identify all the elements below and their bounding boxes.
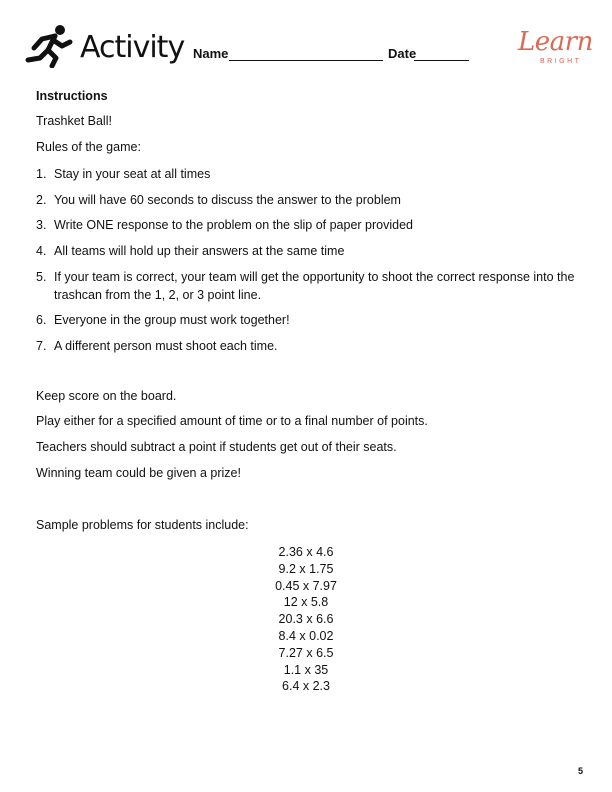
rule-text: You will have 60 seconds to discuss the answer to the problem bbox=[54, 193, 401, 207]
runner-icon bbox=[22, 24, 74, 68]
sample-heading: Sample problems for students include: bbox=[36, 518, 249, 532]
rule-text: If your team is correct, your team will get the opportunity to shoot the correct response into the trashcan from the 1, 2, or 3 point line. bbox=[54, 270, 575, 302]
problem-item: 12 x 5.8 bbox=[283, 595, 329, 610]
problem-item: 20.3 x 6.6 bbox=[278, 612, 334, 627]
rule-number: 4. bbox=[36, 244, 47, 258]
page-header bbox=[0, 0, 612, 80]
rule-number: 5. bbox=[36, 270, 47, 284]
page-number: 5 bbox=[578, 766, 584, 776]
problem-list bbox=[0, 544, 612, 695]
rule-text: Everyone in the group must work together! bbox=[54, 313, 290, 327]
rule-number: 2. bbox=[36, 193, 47, 207]
problem-item: 6.4 x 2.3 bbox=[282, 679, 330, 694]
game-title: Trashket Ball! bbox=[36, 114, 112, 128]
rule-number: 7. bbox=[36, 339, 47, 353]
rule-text: Stay in your seat at all times bbox=[54, 167, 211, 181]
rule-number: 3. bbox=[36, 218, 47, 232]
name-field[interactable] bbox=[229, 60, 383, 61]
problem-item: 9.2 x 1.75 bbox=[278, 561, 334, 576]
rule-text: All teams will hold up their answers at the same time bbox=[54, 244, 345, 258]
problem-item: 1.1 x 35 bbox=[283, 662, 329, 677]
note-text: Play either for a specified amount of time or to a final number of points. bbox=[36, 414, 428, 428]
problem-item: 0.45 x 7.97 bbox=[275, 578, 337, 593]
date-label: Date bbox=[388, 46, 417, 61]
logo-word: Learn bbox=[518, 27, 593, 57]
date-field[interactable] bbox=[414, 60, 469, 61]
note-text: Winning team could be given a prize! bbox=[36, 466, 241, 480]
note-text: Keep score on the board. bbox=[36, 389, 177, 403]
rule-text: Write ONE response to the problem on the slip of paper provided bbox=[54, 218, 413, 232]
logo-subtitle: BRIGHT bbox=[540, 58, 582, 65]
rules-heading: Rules of the game: bbox=[36, 140, 141, 154]
rule-text: A different person must shoot each time. bbox=[54, 339, 278, 353]
problem-item: 2.36 x 4.6 bbox=[278, 545, 334, 559]
rule-number: 6. bbox=[36, 313, 47, 327]
activity-title: Activity bbox=[80, 30, 185, 65]
problem-item: 7.27 x 6.5 bbox=[278, 645, 334, 660]
name-label: Name bbox=[193, 46, 229, 61]
problem-item: 8.4 x 0.02 bbox=[278, 628, 334, 643]
instructions-heading: Instructions bbox=[36, 89, 108, 103]
learn-bright-logo bbox=[518, 28, 592, 70]
note-text: Teachers should subtract a point if students get out of their seats. bbox=[36, 440, 397, 454]
rule-number: 1. bbox=[36, 167, 47, 181]
